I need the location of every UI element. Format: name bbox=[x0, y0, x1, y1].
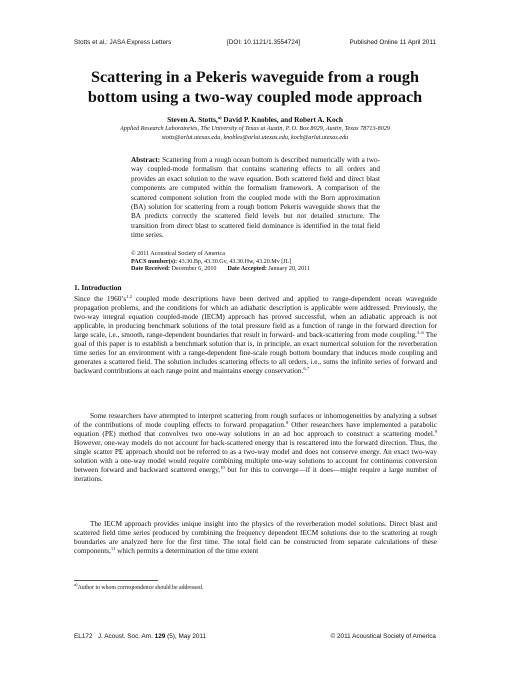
running-header-left: Stotts et al.: JASA Express Letters bbox=[74, 39, 172, 46]
para1-text-3: The goal of this paper is to establish a benchmark solution that is, in principle, an exact numerical solution for the reverberation time series for an environment with a range-dependent fine-scale rough bottom boundary that induces mode coupling and generates a scattered field. The solution includes scattering effects to all orders, i.e., sums the infinite series of forward and backward contributions at each range point and maintains energy conservation. bbox=[74, 330, 437, 375]
running-header-doi: [DOI: 10.1121/1.3554724] bbox=[227, 39, 301, 46]
author-emails: stotts@arlut.utexas.edu, knobles@arlut.utexas.edu, koch@arlut.utexas.edu bbox=[161, 134, 349, 141]
citation-marker: 10 bbox=[220, 464, 225, 470]
footnote-divider bbox=[74, 580, 158, 581]
citation-marker: 6,7 bbox=[303, 365, 310, 371]
author-list bbox=[0, 115, 510, 124]
citation-marker: 11 bbox=[110, 545, 116, 551]
abstract bbox=[131, 156, 380, 241]
para1-text-1: Since the 1960’s bbox=[74, 295, 127, 303]
article-dates bbox=[131, 266, 391, 274]
journal-issue: (5), May 2011 bbox=[167, 633, 207, 640]
pacs-value: 43.30.Bp, 43.30.Gv, 43.30.Hw, 43.20.Mv [JL] bbox=[177, 258, 292, 265]
para3-text-1: The IECM approach provides unique insight into the physics of the reverberation model solutions. Direct blast and scattered field time series produced by combining the frequency dependent IECM solutions due to the scattering at rough boundaries are analyzed here for the first time. The total field can be constructed from separate calculations of these components, bbox=[74, 520, 437, 555]
running-header-date: Published Online 11 April 2011 bbox=[349, 39, 436, 46]
footnote-text: Author to whom correspondence should be addressed. bbox=[77, 585, 204, 591]
page-code: EL172 bbox=[74, 633, 93, 640]
para1-text-2: coupled mode descriptions have been derived and applied to range-dependent ocean waveguide propagation problems, and the conditions for which an adiabatic description is applicable were addressed. Previously, the two-way integral equation coupled-mode (IECM) approach has proved successful, when an adiabatic approach is not applicable, in producing benchmark solutions of the total pressure field as a function of range in the forward direction for large scale, i.e., smooth, range-dependent boundaries that result in forward- and back-scattering from mode coupling. bbox=[74, 295, 437, 339]
title-line-1: Scattering in a Pekeris waveguide from a rough bbox=[90, 68, 420, 86]
journal-volume: 129 bbox=[154, 633, 166, 640]
body-paragraph-1 bbox=[74, 295, 437, 376]
body-paragraph-3 bbox=[74, 520, 437, 556]
citation-marker: 9 bbox=[434, 428, 437, 434]
para2-text-4: but for this to converge—if it does—might require a large number of iterations. bbox=[74, 465, 437, 483]
body-paragraph-2 bbox=[74, 412, 437, 484]
footnote-marker: a) bbox=[74, 582, 78, 587]
affiliation: Applied Research Laboratories, The University of Texas at Austin, P. O. Box 8029, Austin, Texas 78713-8029 bbox=[119, 125, 390, 132]
authors-first: Steven A. Stotts, bbox=[167, 115, 218, 124]
abstract-text: Scattering from a rough ocean bottom is described numerically with a two-way coupled-mode formalism that contains scattering effects to all orders and provides an exact solution to the wave equation. Both scattered field and direct blast components are computed within the formalism framework. A comparison of the scattered component solution from the coupled mode with the Born approximation (BA) solution for scattering from a rough bottom Pekeris waveguide shows that the BA predicts correctly the scattered field levels but not detailed structure. The transition from direct blast to scattered field dominance is identified in the total field time series. bbox=[131, 156, 380, 240]
journal-name: J. Acoust. Soc. Am. bbox=[97, 633, 153, 640]
footer-copyright: © 2011 Acoustical Society of America bbox=[330, 633, 436, 640]
citation-marker: 8 bbox=[285, 419, 289, 425]
para2-text-3: However, one-way models do not account for back-scattered energy that is rescattered into the forward direction. Thus, the single scatter PE approach should not be referred to as a two-way model and does not conserve energy. An exact two-way solution with a one-way model would require combining multiple one-way solutions to account for continuous conversion between forward and backward scattered energy, bbox=[74, 438, 437, 474]
received-value: December 6, 2010 bbox=[170, 266, 217, 273]
accepted-value: January 20, 2011 bbox=[266, 266, 311, 273]
received-label: Date Received: bbox=[131, 266, 171, 273]
title-line-2: bottom using a two-way coupled mode approach bbox=[87, 87, 423, 106]
pacs-numbers bbox=[131, 259, 391, 267]
pacs-label: PACS number(s): bbox=[131, 258, 178, 265]
abstract-label: Abstract: bbox=[131, 156, 161, 164]
accepted-label: Date Accepted: bbox=[227, 266, 267, 273]
para2-text-2: Other researchers have implemented a parabolic equation (PE) method that convolves two one-way solutions in an ad hoc approach to construct a scattering model. bbox=[74, 420, 437, 438]
citation-marker: 3–6 bbox=[416, 329, 424, 335]
paper-title bbox=[0, 68, 510, 107]
footer-citation bbox=[74, 633, 206, 640]
para2-text-1: Some researchers have attempted to interpret scattering from rough surfaces or inhomogeneities by analyzing a subset of the contributions of mode coupling effects to forward propagation. bbox=[74, 412, 437, 429]
section-heading-introduction: 1. Introduction bbox=[74, 283, 122, 292]
authors-footnote-marker: a) bbox=[217, 115, 222, 120]
copyright-notice: © 2011 Acoustical Society of America bbox=[131, 251, 225, 257]
para3-text-2: which permits a determination of the time extent bbox=[115, 546, 259, 555]
footnote bbox=[74, 582, 204, 591]
citation-marker: 1,2 bbox=[126, 294, 133, 299]
authors-rest: David P. Knobles, and Robert A. Koch bbox=[221, 115, 343, 124]
